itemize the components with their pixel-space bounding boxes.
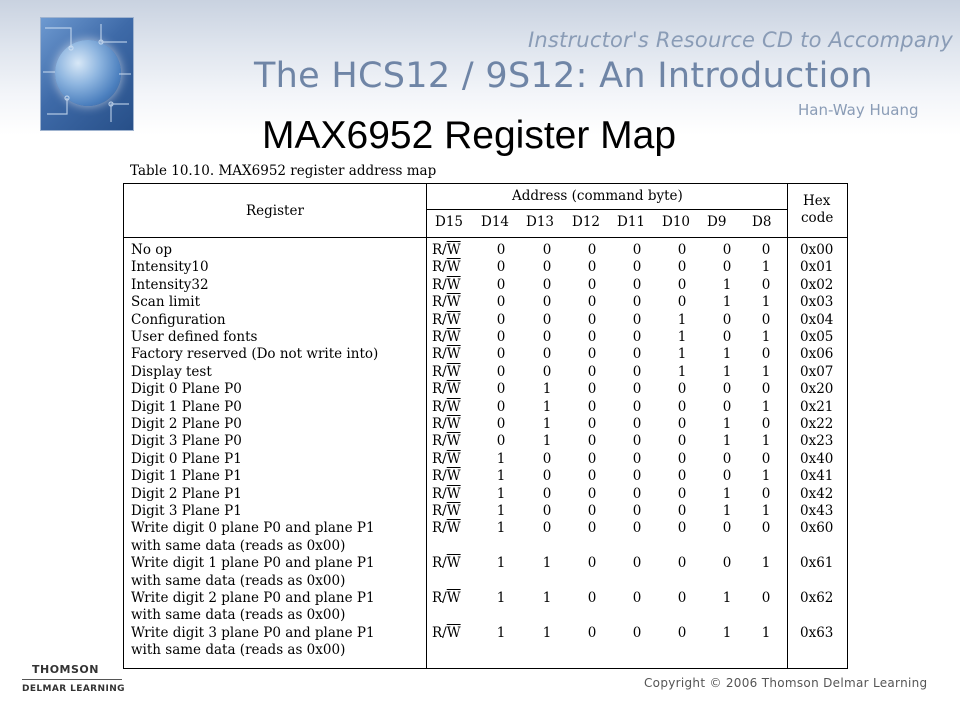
bit-value: 0 [542,259,552,276]
bit-value: 0 [677,520,687,537]
rw-write-label: $\overline{W}$ [446,485,461,502]
hex-code: 0x60 [800,520,834,537]
bit-value: 0 [587,398,597,415]
bit-header-d8: D8 [752,214,772,230]
table-border-left [123,183,124,669]
hex-code: 0x22 [800,416,834,432]
rw-write-label: $\overline{W}$ [446,329,461,345]
bit-value: 1 [761,503,771,519]
bit-value: 0 [632,468,642,485]
bit-value: 1 [496,503,506,519]
rw-label [432,277,461,294]
bit-value: 0 [542,450,552,467]
bit-value: 0 [677,398,687,415]
rw-label [432,381,461,398]
publisher-logo-top: THOMSON [32,663,99,676]
bit-value: 1 [496,468,506,485]
publisher-logo-rule [22,679,122,680]
rw-write-label: $\overline{W}$ [446,555,461,572]
bit-value: 1 [761,433,771,450]
bit-value: 1 [496,624,506,641]
bit-value: 0 [677,276,687,293]
rw-label [432,468,461,485]
bit-value: 0 [632,624,642,641]
bit-value: 1 [761,555,771,572]
copyright-notice: Copyright © 2006 Thomson Delmar Learning [644,676,928,690]
bit-value: 1 [722,485,732,502]
bit-value: 0 [632,433,642,450]
hex-code: 0x43 [800,503,834,519]
bit-value: 1 [677,311,687,328]
hex-code: 0x20 [800,381,834,398]
bit-value: 0 [587,503,597,519]
rw-write-label: $\overline{W}$ [446,433,461,450]
register-name: Intensity10 [131,259,209,276]
hex-code: 0x23 [800,433,834,450]
book-cover-logo [40,17,134,131]
register-name: Digit 3 Plane P0 [131,433,242,450]
rw-write-label: $\overline{W}$ [446,398,461,415]
rw-read-label: R/ [432,503,447,519]
table-caption: Table 10.10. MAX6952 register address map [130,163,437,179]
rw-label [432,364,461,381]
bit-value: 1 [761,398,771,415]
rw-write-label: $\overline{W}$ [446,294,461,311]
bit-value: 1 [761,468,771,485]
bit-value: 0 [761,485,771,502]
rw-label [432,416,461,433]
rw-label [432,312,461,329]
bit-value: 1 [677,363,687,380]
bit-value: 0 [587,433,597,450]
bit-value: 0 [632,503,642,519]
bit-value: 1 [722,590,732,606]
bit-value: 0 [677,590,687,606]
rw-write-label: $\overline{W}$ [446,590,461,606]
bit-header-d9: D9 [707,214,727,230]
register-name: Scan limit [131,294,201,311]
header-register: Register [246,203,304,219]
register-name: Write digit 1 plane P0 and plane P1 [131,555,375,572]
bit-value: 0 [677,450,687,467]
header-address: Address (command byte) [512,188,683,204]
bit-value: 0 [722,381,732,398]
rw-read-label: R/ [432,520,447,537]
hex-code: 0x04 [800,311,834,328]
register-name: Write digit 3 plane P0 and plane P1 [131,624,375,641]
rw-read-label: R/ [432,433,447,450]
hex-code: 0x07 [800,363,834,380]
bit-value: 1 [542,555,552,572]
bit-value: 0 [496,329,506,345]
hex-code: 0x06 [800,346,834,363]
bit-value: 0 [587,346,597,363]
bit-value: 0 [632,520,642,537]
address-header-divider [426,209,787,210]
bit-value: 1 [722,346,732,363]
bit-value: 1 [761,294,771,311]
hex-code: 0x05 [800,329,834,345]
rw-read-label: R/ [432,294,447,311]
bit-value: 0 [632,276,642,293]
header-hex-line1: Hex [803,193,831,209]
register-name: Digit 2 Plane P1 [131,485,242,502]
register-name: Factory reserved (Do not write into) [131,346,379,363]
bit-value: 1 [496,450,506,467]
rw-read-label: R/ [432,450,447,467]
rw-read-label: R/ [432,329,447,345]
bit-value: 0 [587,555,597,572]
bit-value: 0 [722,398,732,415]
publisher-logo-bottom: DELMAR LEARNING [22,684,125,694]
column-divider-hex [787,183,788,669]
bit-value: 0 [632,311,642,328]
bit-value: 0 [632,381,642,398]
bit-value: 1 [722,416,732,432]
rw-write-label: $\overline{W}$ [446,624,461,641]
bit-value: 0 [722,259,732,276]
header-subtitle: Instructor's Resource CD to Accompany [528,28,954,52]
register-name: User defined fonts [131,329,258,345]
rw-label [432,486,461,503]
bit-value: 0 [587,624,597,641]
rw-read-label: R/ [432,398,447,415]
bit-value: 0 [722,329,732,345]
rw-read-label: R/ [432,416,447,432]
bit-value: 0 [587,416,597,432]
rw-label [432,451,461,468]
hex-code: 0x01 [800,259,834,276]
bit-value: 1 [542,590,552,606]
bit-value: 0 [496,433,506,450]
bit-header-d10: D10 [662,214,691,230]
bit-value: 0 [632,363,642,380]
bit-value: 0 [632,329,642,345]
bit-value: 0 [542,346,552,363]
bit-header-d14: D14 [481,214,510,230]
hex-code: 0x40 [800,450,834,467]
bit-value: 0 [542,311,552,328]
rw-read-label: R/ [432,259,447,276]
bit-value: 0 [496,259,506,276]
rw-write-label: $\overline{W}$ [446,242,461,258]
hex-code: 0x00 [800,242,834,258]
bit-value: 0 [632,242,642,258]
rw-write-label: $\overline{W}$ [446,381,461,398]
bit-value: 0 [761,311,771,328]
bit-value: 0 [542,294,552,311]
bit-value: 0 [632,294,642,311]
bit-value: 0 [761,450,771,467]
bit-value: 0 [542,276,552,293]
bit-value: 1 [677,346,687,363]
bit-value: 0 [542,363,552,380]
bit-value: 0 [632,398,642,415]
bit-value: 0 [587,450,597,467]
rw-label [432,555,461,572]
bit-value: 0 [496,363,506,380]
bit-value: 1 [722,363,732,380]
rw-write-label: $\overline{W}$ [446,311,461,328]
table-border-top [123,183,848,184]
bit-value: 0 [677,433,687,450]
register-name: Digit 3 Plane P1 [131,503,242,519]
rw-read-label: R/ [432,590,447,606]
column-divider-register [426,183,427,669]
hex-code: 0x61 [800,555,834,572]
rw-write-label: $\overline{W}$ [446,346,461,363]
bit-value: 1 [542,398,552,415]
hex-code: 0x21 [800,398,834,415]
bit-value: 0 [542,485,552,502]
register-name: Write digit 2 plane P0 and plane P1 [131,590,375,606]
bit-value: 0 [761,416,771,432]
bit-value: 0 [761,242,771,258]
bit-value: 0 [761,346,771,363]
rw-write-label: $\overline{W}$ [446,276,461,293]
rw-label [432,259,461,276]
bit-value: 0 [722,242,732,258]
rw-read-label: R/ [432,276,447,293]
header-bottom-rule [123,237,848,238]
bit-value: 0 [632,416,642,432]
slide-title: MAX6952 Register Map [262,114,677,157]
bit-value: 1 [542,381,552,398]
rw-label [432,329,461,346]
bit-value: 1 [761,363,771,380]
register-name: with same data (reads as 0x00) [131,572,346,589]
bit-header-d12: D12 [572,214,601,230]
bit-value: 0 [587,294,597,311]
register-name: Digit 0 Plane P1 [131,450,242,467]
bit-value: 0 [761,276,771,293]
bit-value: 0 [677,503,687,519]
hex-code: 0x42 [800,485,834,502]
rw-label [432,399,461,416]
rw-label [432,625,461,642]
bit-value: 0 [542,242,552,258]
hex-code: 0x41 [800,468,834,485]
bit-value: 0 [677,381,687,398]
bit-value: 1 [722,503,732,519]
rw-label [432,294,461,311]
rw-read-label: R/ [432,381,447,398]
rw-read-label: R/ [432,468,447,485]
bit-value: 0 [677,624,687,641]
bit-value: 0 [542,503,552,519]
bit-value: 0 [722,450,732,467]
rw-read-label: R/ [432,555,447,572]
bit-value: 0 [496,294,506,311]
rw-write-label: $\overline{W}$ [446,468,461,485]
bit-value: 0 [677,259,687,276]
bit-value: 0 [677,485,687,502]
register-name: Digit 1 Plane P0 [131,398,242,415]
bit-value: 0 [632,485,642,502]
rw-write-label: $\overline{W}$ [446,416,461,432]
bit-value: 0 [496,311,506,328]
bit-value: 0 [496,346,506,363]
bit-value: 1 [761,624,771,641]
table-border-bottom [123,668,848,669]
bit-value: 1 [722,433,732,450]
bit-header-d15: D15 [435,214,464,230]
bit-value: 0 [677,416,687,432]
register-name: with same data (reads as 0x00) [131,607,346,624]
bit-value: 0 [722,520,732,537]
register-map-table [123,183,848,669]
rw-write-label: $\overline{W}$ [446,520,461,537]
bit-header-d11: D11 [617,214,646,230]
register-name: Configuration [131,311,226,328]
bit-value: 0 [632,590,642,606]
bit-value: 0 [587,329,597,345]
bit-value: 0 [496,416,506,432]
bit-value: 1 [542,433,552,450]
bit-value: 1 [542,624,552,641]
bit-value: 0 [587,242,597,258]
bit-value: 0 [587,363,597,380]
register-name: No op [131,242,173,258]
book-title: The HCS12 / 9S12: An Introduction [254,56,873,96]
bit-value: 0 [722,468,732,485]
bit-value: 0 [761,520,771,537]
rw-read-label: R/ [432,311,447,328]
register-name: with same data (reads as 0x00) [131,642,346,659]
table-border-right [847,183,848,669]
bit-value: 0 [677,468,687,485]
rw-label [432,433,461,450]
register-name: Digit 1 Plane P1 [131,468,242,485]
bit-value: 1 [722,276,732,293]
rw-write-label: $\overline{W}$ [446,450,461,467]
bit-value: 0 [542,468,552,485]
bit-value: 1 [761,329,771,345]
register-name: with same data (reads as 0x00) [131,537,346,554]
bit-value: 1 [496,590,506,606]
bit-value: 0 [496,381,506,398]
rw-write-label: $\overline{W}$ [446,363,461,380]
hex-code: 0x03 [800,294,834,311]
bit-value: 0 [587,259,597,276]
bit-value: 0 [677,242,687,258]
hex-code: 0x02 [800,276,834,293]
bit-value: 1 [722,624,732,641]
bit-value: 0 [677,555,687,572]
circuit-pattern-icon [41,18,133,130]
rw-label [432,242,461,259]
bit-value: 0 [542,329,552,345]
bit-value: 0 [632,346,642,363]
rw-read-label: R/ [432,363,447,380]
bit-value: 0 [632,259,642,276]
header-hex-line2: code [801,210,834,226]
rw-write-label: $\overline{W}$ [446,503,461,519]
bit-value: 0 [761,381,771,398]
bit-value: 0 [677,294,687,311]
bit-value: 0 [761,590,771,606]
bit-value: 0 [496,398,506,415]
bit-value: 1 [496,520,506,537]
bit-value: 0 [496,242,506,258]
bit-value: 0 [496,276,506,293]
bit-value: 0 [587,311,597,328]
rw-read-label: R/ [432,242,447,258]
bit-value: 0 [632,450,642,467]
rw-read-label: R/ [432,485,447,502]
rw-label [432,520,461,537]
bit-value: 0 [632,555,642,572]
hex-code: 0x63 [800,624,834,641]
bit-value: 1 [496,555,506,572]
author-name: Han-Way Huang [798,101,919,119]
bit-value: 0 [542,520,552,537]
hex-code: 0x62 [800,590,834,606]
bit-value: 1 [542,416,552,432]
register-name: Intensity32 [131,276,209,293]
bit-value: 1 [496,485,506,502]
bit-value: 0 [587,520,597,537]
rw-label [432,346,461,363]
bit-value: 0 [587,590,597,606]
bit-value: 1 [761,259,771,276]
bit-value: 0 [722,555,732,572]
rw-write-label: $\overline{W}$ [446,259,461,276]
bit-value: 0 [722,311,732,328]
register-name: Display test [131,363,212,380]
rw-read-label: R/ [432,624,447,641]
rw-label [432,590,461,607]
register-name: Write digit 0 plane P0 and plane P1 [131,520,375,537]
bit-header-d13: D13 [526,214,555,230]
bit-value: 0 [587,276,597,293]
bit-value: 0 [587,468,597,485]
bit-value: 1 [722,294,732,311]
register-name: Digit 2 Plane P0 [131,416,242,432]
bit-value: 0 [587,381,597,398]
register-name: Digit 0 Plane P0 [131,381,242,398]
bit-value: 0 [587,485,597,502]
rw-label [432,503,461,520]
bit-value: 1 [677,329,687,345]
rw-read-label: R/ [432,346,447,363]
